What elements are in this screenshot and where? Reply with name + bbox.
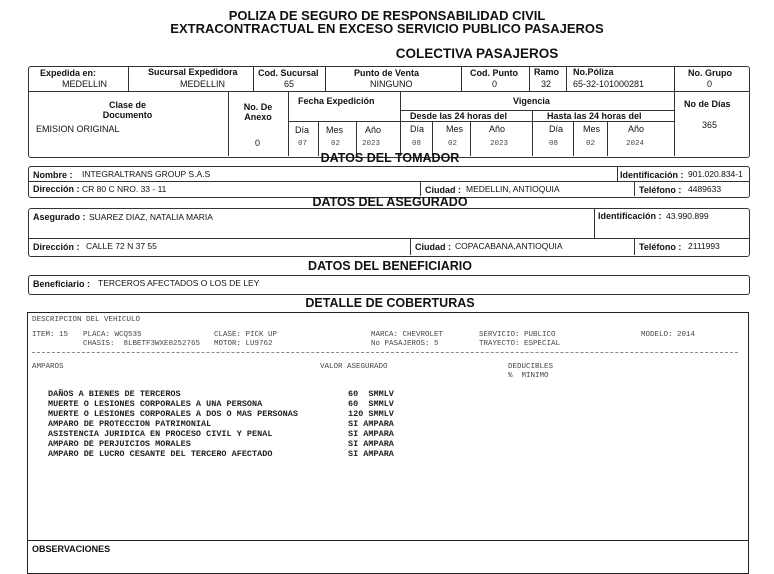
valor-asegurado-label: VALOR ASEGURADO xyxy=(320,363,388,371)
beneficiario-value: TERCEROS AFECTADOS O LOS DE LEY xyxy=(98,278,260,288)
tomador-ciudad-label: Ciudad : xyxy=(425,185,461,195)
amparo-name: ASISTENCIA JURIDICA EN PROCESO CIVIL Y PENAL xyxy=(48,429,273,439)
hasta-dia: 08 xyxy=(549,140,559,148)
anexo-value: 0 xyxy=(255,138,261,148)
tomador-ciudad: MEDELLIN, ANTIOQUIA xyxy=(466,184,560,194)
amparos-label: AMPAROS xyxy=(32,363,64,371)
deducibles-sub: % MINIMO xyxy=(508,372,549,380)
asegurado-ciudad-label: Ciudad : xyxy=(415,242,451,252)
amparo-name: DAÑOS A BIENES DE TERCEROS xyxy=(48,389,181,399)
desde-anio-label: Año xyxy=(489,124,506,134)
amparo-value: 60 SMMLV xyxy=(348,399,394,409)
punto-value: NINGUNO xyxy=(370,79,413,89)
sucursal-label: Sucursal Expedidora xyxy=(148,67,238,77)
grupo-value: 0 xyxy=(707,79,713,89)
sucursal-value: MEDELLIN xyxy=(180,79,226,89)
title-line1: POLIZA DE SEGURO DE RESPONSABILIDAD CIVIL xyxy=(228,8,546,23)
deducibles-label: DEDUCIBLES xyxy=(508,363,554,371)
vehiculo-placa: PLACA: WCQ535 xyxy=(83,331,142,339)
desde-label: Desde las 24 horas del xyxy=(410,111,508,121)
cod-sucursal-label: Cod. Sucursal xyxy=(258,68,319,78)
hasta-mes-label: Mes xyxy=(583,124,601,134)
vehiculo-modelo: MODELO: 2014 xyxy=(641,331,696,339)
amparo-name: AMPARO DE PROTECCION PATRIMONIAL xyxy=(48,419,212,429)
amparo-name: AMPARO DE PERJUICIOS MORALES xyxy=(48,439,191,449)
vehiculo-item: ITEM: 15 xyxy=(32,331,69,339)
clase-value: EMISION ORIGINAL xyxy=(36,124,120,134)
tomador-nombre-label: Nombre : xyxy=(33,170,73,180)
desde-mes-label: Mes xyxy=(446,124,464,134)
poliza-value: 65-32-101000281 xyxy=(573,79,645,89)
tomador-nombre: INTEGRALTRANS GROUP S.A.S xyxy=(82,169,211,179)
vehiculo-desc-label: DESCRIPCION DEL VEHICULO xyxy=(32,316,141,324)
amparo-value: 120 SMMLV xyxy=(348,409,394,419)
desde-dia: 08 xyxy=(412,140,422,148)
tomador-dir-label: Dirección : xyxy=(33,184,80,194)
cod-sucursal-value: 65 xyxy=(284,79,295,89)
anexo-label: No. De Anexo xyxy=(243,102,273,122)
tomador-title: DATOS DEL TOMADOR xyxy=(320,151,460,165)
punto-label: Punto de Venta xyxy=(354,68,420,78)
hasta-anio-label: Año xyxy=(628,124,645,134)
asegurado-id: 43.990.899 xyxy=(666,211,709,221)
asegurado-dir: CALLE 72 N 37 55 xyxy=(86,241,157,251)
amparo-name: MUERTE O LESIONES CORPORALES A UNA PERSONA xyxy=(48,399,263,409)
vehiculo-chasis: CHASIS: 8LBETF3WXE0252765 xyxy=(83,340,201,348)
asegurado-nombre-label: Asegurado : xyxy=(33,212,86,222)
amparo-name: AMPARO DE LUCRO CESANTE DEL TERCERO AFECTADO xyxy=(48,449,273,459)
vehiculo-marca: MARCA: CHEVROLET xyxy=(371,331,444,339)
dias-value: 365 xyxy=(702,120,718,130)
observaciones-label: OBSERVACIONES xyxy=(32,544,111,554)
fecha-mes: 02 xyxy=(331,140,341,148)
dias-label: No de Días xyxy=(684,99,731,109)
desde-mes: 02 xyxy=(448,140,458,148)
amparo-value: SI AMPARA xyxy=(348,419,394,429)
vehiculo-motor: MOTOR: LU9762 xyxy=(214,340,273,348)
asegurado-ciudad: COPACABANA,ANTIOQUIA xyxy=(455,241,563,251)
grupo-label: No. Grupo xyxy=(688,68,732,78)
amparo-value: 60 SMMLV xyxy=(348,389,394,399)
ramo-value: 32 xyxy=(541,79,552,89)
asegurado-tel: 2111993 xyxy=(688,241,720,251)
hasta-anio: 2024 xyxy=(626,140,645,148)
asegurado-title: DATOS DEL ASEGURADO xyxy=(312,195,468,209)
desde-anio: 2023 xyxy=(490,140,509,148)
subtitle: COLECTIVA PASAJEROS xyxy=(395,46,559,61)
ramo-label: Ramo xyxy=(534,67,560,77)
hasta-mes: 02 xyxy=(586,140,596,148)
fecha-dia-label: Día xyxy=(295,125,310,135)
amparo-value: SI AMPARA xyxy=(348,429,394,439)
fecha-dia: 07 xyxy=(298,140,308,148)
tomador-dir: CR 80 C NRO. 33 - 11 xyxy=(82,184,167,194)
beneficiario-label: Beneficiario : xyxy=(33,279,91,289)
vehiculo-pasajeros: No PASAJEROS: 5 xyxy=(371,340,439,348)
vehiculo-clase: CLASE: PICK UP xyxy=(214,331,278,339)
asegurado-nombre: SUAREZ DIAZ, NATALIA MARIA xyxy=(89,212,213,222)
fecha-mes-label: Mes xyxy=(326,125,344,135)
hasta-dia-label: Día xyxy=(549,124,564,134)
cod-punto-label: Cod. Punto xyxy=(470,68,518,78)
amparos-list xyxy=(48,390,408,460)
asegurado-id-label: Identificación : xyxy=(598,211,662,221)
cod-punto-value: 0 xyxy=(492,79,498,89)
vehiculo-servicio: SERVICIO: PUBLICO xyxy=(479,331,556,339)
poliza-label: No.Póliza xyxy=(573,67,614,77)
asegurado-dir-label: Dirección : xyxy=(33,242,80,252)
asegurado-tel-label: Teléfono : xyxy=(639,242,682,252)
desde-dia-label: Día xyxy=(410,124,425,134)
vehiculo-trayecto: TRAYECTO: ESPECIAL xyxy=(479,340,561,348)
amparo-value: SI AMPARA xyxy=(348,449,394,459)
fecha-anio: 2023 xyxy=(362,140,381,148)
fecha-label: Fecha Expedición xyxy=(298,96,375,106)
expedida-value: MEDELLIN xyxy=(62,79,108,89)
tomador-id: 901.020.834-1 xyxy=(688,169,743,179)
amparo-name: MUERTE O LESIONES CORPORALES A DOS O MAS PERSONAS xyxy=(48,409,298,419)
fecha-anio-label: Año xyxy=(365,125,382,135)
tomador-id-label: Identificación : xyxy=(620,170,684,180)
beneficiario-title: DATOS DEL BENEFICIARIO xyxy=(308,259,472,273)
clase-label: Clase de Documento xyxy=(102,100,153,120)
amparo-value: SI AMPARA xyxy=(348,439,394,449)
tomador-tel-label: Teléfono : xyxy=(639,185,682,195)
expedida-label: Expedida en: xyxy=(40,68,97,78)
vigencia-label: Vigencia xyxy=(513,96,550,106)
hasta-label: Hasta las 24 horas del xyxy=(547,111,642,121)
amparo-row xyxy=(48,450,408,460)
title-line2: EXTRACONTRACTUAL EN EXCESO SERVICIO PUBLICO PASAJEROS xyxy=(170,21,604,36)
tomador-tel: 4489633 xyxy=(688,184,722,194)
coberturas-title: DETALLE DE COBERTURAS xyxy=(305,296,475,310)
